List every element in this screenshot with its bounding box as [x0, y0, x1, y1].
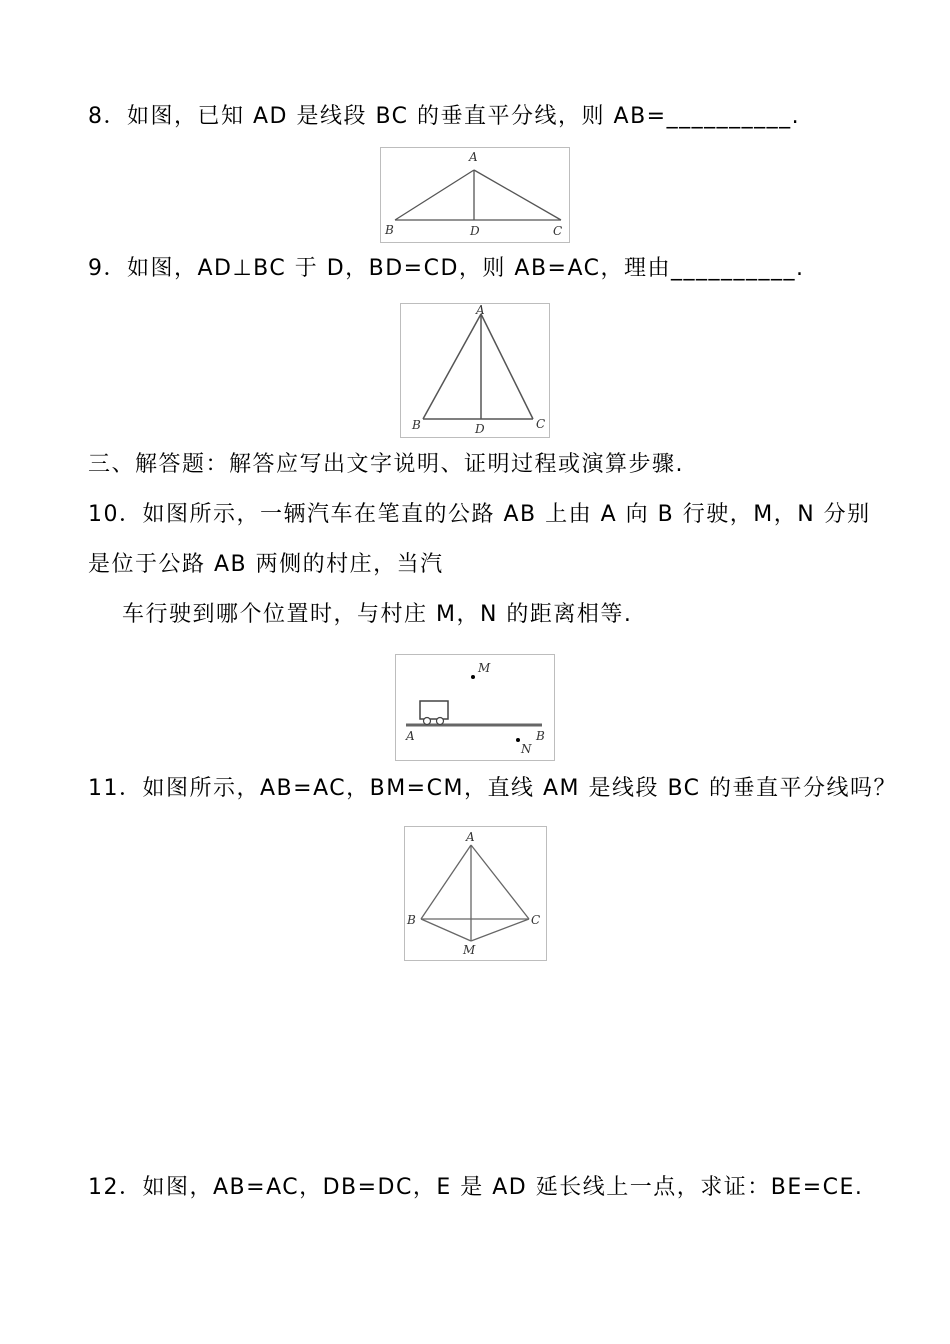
question-10-line-2: 是位于公路 AB 两侧的村庄，当汽 [88, 552, 444, 577]
car-icon [420, 701, 448, 719]
figure-9-triangle [400, 303, 550, 438]
figure-11-kite [404, 826, 547, 961]
question-10-line-1: 10．如图所示，一辆汽车在笔直的公路 AB 上由 A 向 B 行驶，M，N 分别 [88, 502, 871, 527]
label-B: B [412, 418, 421, 432]
section-heading: 三、解答题：解答应写出文字说明、证明过程或演算步骤. [88, 452, 684, 477]
label-A: A [406, 729, 415, 743]
label-B: B [385, 223, 394, 237]
label-C: C [531, 913, 541, 927]
label-M: M [478, 661, 491, 675]
label-A: A [476, 304, 485, 317]
label-M: M [463, 943, 476, 957]
label-C: C [553, 224, 563, 238]
question-10-line-3: 车行驶到哪个位置时，与村庄 M，N 的距离相等. [122, 602, 633, 627]
label-A: A [469, 150, 478, 164]
figure-8-triangle [380, 147, 570, 243]
label-A: A [466, 830, 475, 844]
question-12-text: 12．如图，AB=AC，DB=DC，E 是 AD 延长线上一点，求证：BE=CE. [88, 1175, 864, 1200]
label-C: C [536, 417, 546, 431]
label-B: B [536, 729, 545, 743]
figure-10-road [395, 654, 555, 761]
label-D: D [470, 224, 480, 238]
question-9-text: 9．如图，AD⊥BC 于 D，BD=CD，则 AB=AC，理由__________. [88, 256, 805, 281]
label-D: D [475, 422, 485, 436]
label-N: N [521, 742, 532, 756]
question-8-text: 8．如图，已知 AD 是线段 BC 的垂直平分线，则 AB=__________. [88, 104, 801, 129]
label-B: B [407, 913, 416, 927]
question-11-text: 11．如图所示，AB=AC，BM=CM，直线 AM 是线段 BC 的垂直平分线吗？ [88, 776, 898, 801]
